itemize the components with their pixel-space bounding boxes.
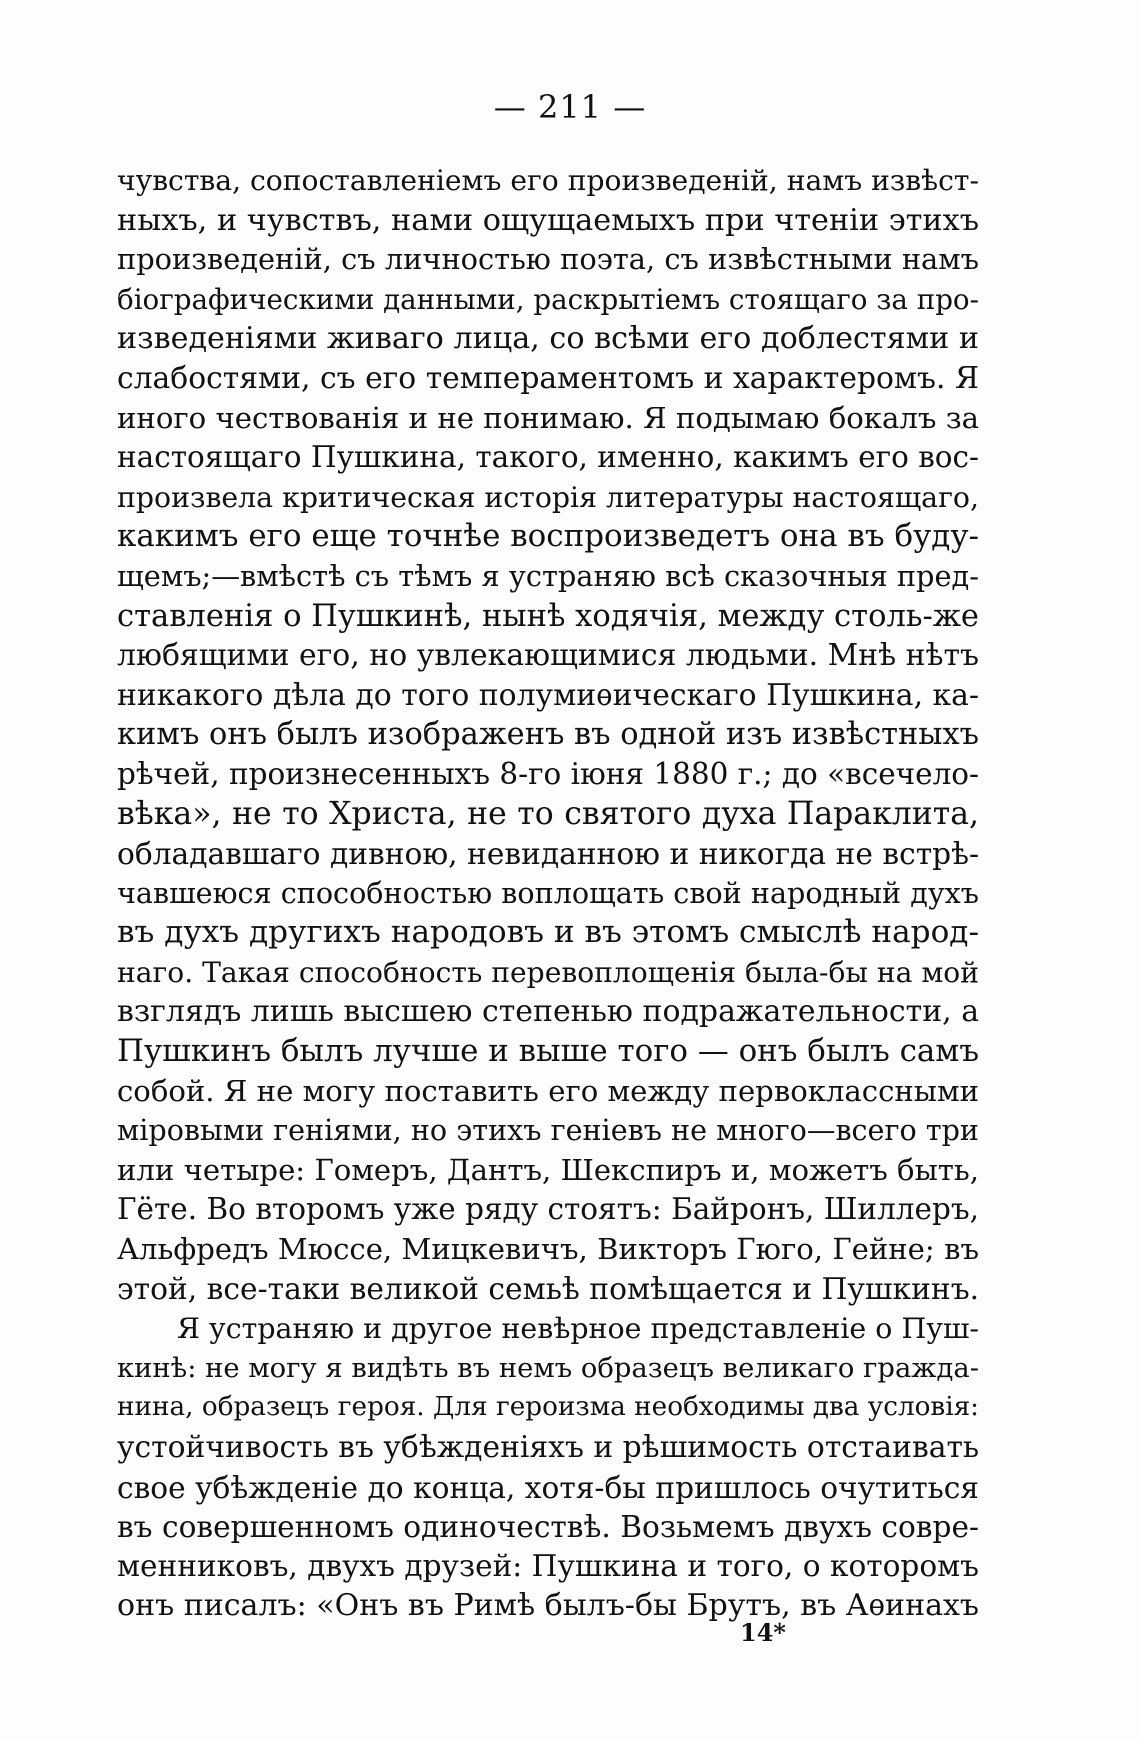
text-line: Пушкинъ былъ лучше и выше того — онъ былъ самъ	[117, 1033, 979, 1070]
text-line: обладавшаго дивною, невиданною и никогда не встрѣ-	[117, 836, 979, 872]
text-line: менниковъ, двухъ друзей: Пушкина и того, о которомъ	[117, 1548, 979, 1583]
text-line: этой, все-таки великой семьѣ помѣщается и Пушкинъ.	[117, 1271, 980, 1307]
text-line: любящими его, но увлекающимися людьми. Мнѣ нѣтъ	[117, 638, 979, 674]
text-line: собой. Я не могу поставить его между первоклассными	[117, 1073, 979, 1108]
text-line: онъ писалъ: «Онъ въ Римѣ былъ-бы Брутъ, въ Аѳинахъ	[117, 1588, 979, 1624]
text-line: кимъ онъ былъ изображенъ въ одной изъ извѣстныхъ	[117, 717, 979, 753]
text-line: иного чествованія и не понимаю. Я подымаю бокалъ за	[117, 400, 979, 435]
text-line: въ духъ другихъ народовъ и въ этомъ смыслѣ народ-	[117, 914, 979, 951]
text-line: чавшеюся способностью воплощать свой народный духъ	[117, 875, 979, 910]
text-line: изведеніями живаго лица, со всѣми его доблестями и	[117, 321, 979, 357]
text-line: ныхъ, и чувствъ, нами ощущаемыхъ при чтеніи этихъ	[117, 202, 979, 238]
text-line: рѣчей, произнесенныхъ 8-го іюня 1880 г.; до «всечело-	[117, 756, 979, 791]
text-line: никакого дѣла до того полумиѳическаго Пушкина, ка-	[117, 677, 980, 713]
page-number: — 211 —	[493, 88, 647, 126]
text-line: щемъ;—вмѣстѣ съ тѣмъ я устраняю всѣ сказочныя пред-	[117, 558, 979, 593]
text-line: настоящаго Пушкина, такого, именно, какимъ его вос-	[117, 440, 979, 475]
text-line: произведеній, съ личностью поэта, съ извѣстными намъ	[117, 242, 979, 277]
text-line: взглядъ лишь высшею степенью подражательности, а	[117, 994, 980, 1030]
text-line: Я устраняю и другое невѣрное представленіе о Пуш-	[177, 1312, 979, 1346]
text-line: устойчивость въ убѣжденіяхъ и рѣшимость отстаивать	[117, 1430, 980, 1465]
text-line: въ совершенномъ одиночествѣ. Возьмемъ двухъ совре-	[117, 1509, 979, 1545]
text-line: нина, образецъ героя. Для героизма необходимы два условія:	[117, 1392, 979, 1423]
text-line: вѣка», не то Христа, не то святого духа Параклита,	[117, 795, 979, 832]
text-line: или четыре: Гомеръ, Дантъ, Шекспиръ и, можетъ быть,	[117, 1152, 979, 1187]
text-line: произвела критическая исторія литературы настоящаго,	[117, 480, 979, 514]
text-line: какимъ его еще точнѣе воспроизведетъ она въ буду-	[117, 518, 979, 555]
text-line: біографическими данными, раскрытіемъ стоящаго за про-	[117, 282, 979, 316]
text-line: ставленія о Пушкинѣ, нынѣ ходячія, между столь-же	[117, 598, 979, 634]
text-line: слабостями, съ его темпераментомъ и характеромъ. Я	[117, 360, 979, 396]
text-line: наго. Такая способность перевоплощенія была-бы на мой	[117, 955, 979, 989]
text-line: міровыми геніями, но этихъ геніевъ не много—всего три	[117, 1113, 979, 1148]
body-text	[117, 161, 979, 1626]
text-line: кинѣ: не могу я видѣть въ немъ образецъ великаго гражда-	[117, 1352, 979, 1384]
text-line: чувства, сопоставленіемъ его произведеній, намъ извѣст-	[117, 164, 979, 197]
text-line: Альфредъ Мюссе, Мицкевичъ, Викторъ Гюго, Гейне; въ	[117, 1232, 979, 1267]
signature-mark: 14*	[740, 1618, 786, 1647]
text-line: свое убѣжденіе до конца, хотя-бы пришлось очутиться	[117, 1469, 979, 1505]
text-line: Гёте. Во второмъ уже ряду стоятъ: Байронъ, Шиллеръ,	[117, 1192, 979, 1227]
